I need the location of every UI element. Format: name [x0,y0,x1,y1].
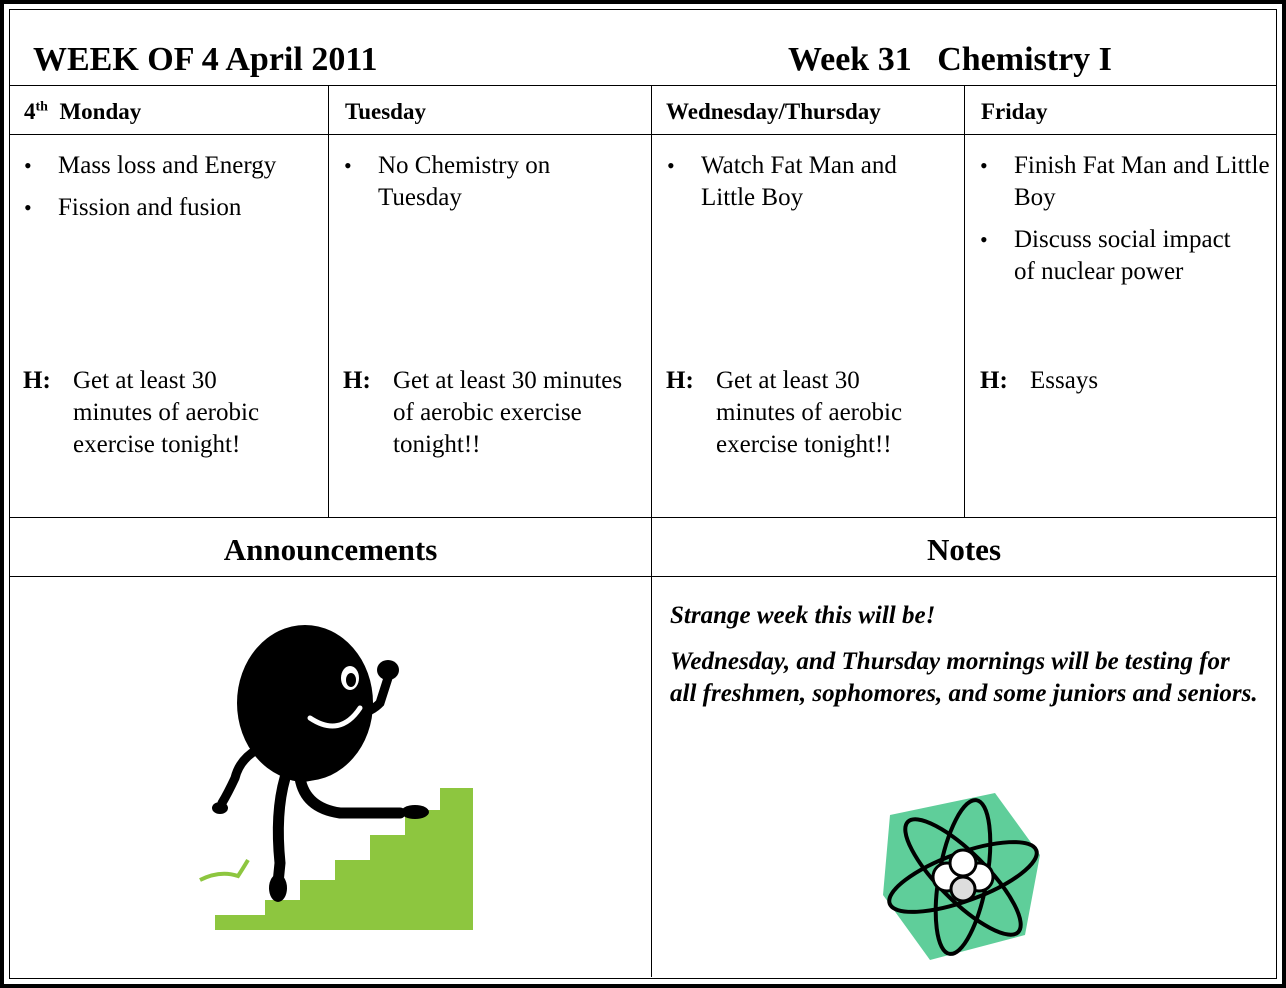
wednesday-thursday-column [653,150,953,224]
day-header-row [10,86,1276,135]
week-course-title: Week 31 Chemistry I [788,41,1112,78]
notes-title: Notes [926,532,1002,567]
list-item: • Discuss social impact of nuclear power [980,226,1231,285]
homework-text: Get at least 30 minutes of aerobic exercise tonight!! [393,367,623,458]
homework-text: Get at least 30 minutes of aerobic exercise tonight!! [716,367,903,458]
monday-homework [23,365,313,461]
column-divider [964,86,965,517]
homework-label: H: [666,367,694,394]
atom-icon [875,785,1050,965]
bullet-icon: • [980,153,988,178]
wednesday-thursday-homework [666,365,956,461]
day-name: Monday [59,99,142,124]
section-header-row [10,517,1276,577]
notes-line: Strange week this will be! [670,602,936,629]
bullet-icon: • [344,153,352,178]
homework-label: H: [980,367,1008,394]
homework-text: Essays [1030,367,1099,394]
homework-label: H: [23,367,51,394]
day-header-monday [24,98,141,126]
bullet-icon: • [24,153,32,178]
friday-column [966,150,1271,298]
day-header-wednesday-thursday: Wednesday/Thursday [666,99,881,124]
week-of-title: WEEK OF 4 April 2011 [33,41,378,78]
homework-text: Get at least 30 minutes of aerobic exercise tonight! [73,367,260,458]
notes-text [670,600,1260,724]
list-item: • Mass loss and Energy [10,150,315,182]
day-number: 4 [24,99,36,124]
bullet-icon: • [667,153,675,178]
tuesday-homework [343,365,643,461]
list-item: • No Chemistry on Tuesday [344,152,551,211]
friday-homework [980,365,1270,397]
notes-line: Wednesday, and Thursday mornings will be testing for all freshmen, sophomores, and some juniors and seniors. [670,648,1258,707]
monday-column [10,150,315,234]
day-ordinal-suffix: th [35,99,48,115]
tuesday-column [330,150,640,224]
weekly-plan-sheet [10,10,1276,978]
bullet-icon: • [980,227,988,252]
announcements-title: Announcements [223,532,438,567]
day-header-tuesday: Tuesday [345,99,426,124]
day-header-friday: Friday [981,99,1048,124]
list-item: • Watch Fat Man and Little Boy [667,152,897,211]
list-item: • Fission and fusion [10,192,315,224]
title-row [10,10,1276,86]
homework-label: H: [343,367,371,394]
column-divider [328,86,329,517]
list-item: • Finish Fat Man and Little Boy [980,152,1270,211]
stair-climber-figure-icon [190,608,490,938]
bullet-icon: • [24,195,32,220]
